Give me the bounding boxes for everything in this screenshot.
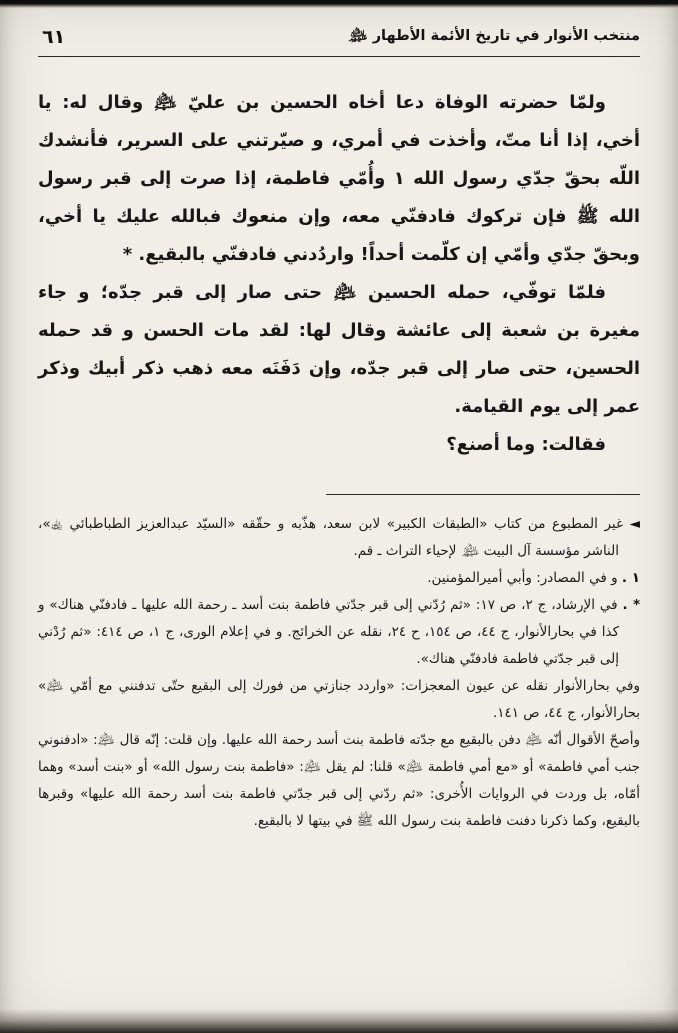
body-paragraph: فلمّا توفّي، حمله الحسين ﵇ حتى صار إلى قبر جدّه؛ و جاء مغيرة بن شعبة إلى عائشة وقال لها: لقد مات الحسن و قد حمله الحسين، حتى صار إلى قبر جدّه، وإن دَفَنَه معه ذهب ذكر أبيك وذكر عمر إلى يوم القيامة. [38, 282, 640, 417]
footnote-asterisk-marker: * . [622, 597, 641, 613]
footnote-text: وفي بحارالأنوار نقله عن عيون المعجزات: «واردد جنازتي من فورك إلى البقيع حتّى تدفنني مع أمّي ﵇» بحارالأنوار، ج ٤٤، ص ١٤١. [38, 678, 640, 721]
footnote-number-marker: ١ . [621, 570, 640, 586]
footnote-pointer-marker: ◄ [629, 516, 641, 532]
running-title: منتخب الأنوار في تاريخ الأئمة الأطهار ﵈ [347, 28, 640, 44]
page-header [38, 26, 640, 48]
body-paragraph: فقالت: وما أصنع؟ [446, 434, 606, 455]
footnote-text: وأصحّ الأقوال أنّه ﵇ دفن بالبقيع مع جدّته فاطمة بنت أسد رحمة الله عليها. وإن قلت: إنّه قال ﵇: «ادفنوني جنب أمي فاطمة» أو «مع أمي فاطمة ﵇» قلنا: لم يقل ﵇: «فاطمة بنت رسول الله» أو «بنت أسد» وهما أمّاه، بل وردت في الروايات الأُخرى: «ثم ردّني إلى قبر جدّتي فاطمة بنت أسد رحمة الله عليها» وقبرها بالبقيع، وكما ذكرنا دفنت فاطمة بنت رسول الله ﷺ في بيتها لا بالبقيع. [38, 732, 640, 829]
footnote-text: غير المطبوع من كتاب «الطبقات الكبير» لابن سعد، هذّبه و حقّقه «السيّد عبدالعزيز الطباطبائي ﵀»، الناشر مؤسسة آل البيت ﵈ لإحياء التراث ـ قم. [38, 516, 624, 559]
footnote [38, 511, 640, 565]
scan-edge-bottom [0, 1009, 678, 1033]
footnote-text: و في المصادر: وأبي أميرالمؤمنين. [427, 570, 618, 586]
page-number: ٦١ [42, 26, 66, 48]
footnote-text: في الإرشاد، ج ٢، ص ١٧: «ثم رُدّني إلى قبر جدّتي فاطمة بنت أسد ـ رحمة الله عليها ـ فادفنّي هناك» و كذا في بحارالأنوار، ج ٤٤، ص ١٥٤، ح ٢٤، نقله عن الخرائج. و في إعلام الورى، ج ١، ص ٤١٤: «ثم رُدْني إلى قبر جدّتي فاطمة فادفنّي هناك». [38, 597, 619, 667]
main-text [38, 84, 640, 464]
footnotes-section [38, 511, 640, 835]
footnote-continuation [38, 673, 640, 727]
footnote-continuation [38, 727, 640, 835]
footnote-separator [326, 494, 640, 495]
body-paragraph: ولمّا حضرته الوفاة دعا أخاه الحسين بن عليّ ﵇ وقال له: يا أخي، إذا أنا متّ، وأخذت في أمري، و صيّرتني على السرير، فأنشدك اللّه بحقّ جدّي رسول الله ١ وأُمّي فاطمة، إذا صرت إلى قبر رسول الله ﷺ فإن تركوك فادفنّي معه، وإن منعوك فبالله عليك يا أخي، وبحقّ جدّي وأمّي إن كلّمت أحداً! واردُدني فادفنّي بالبقيع. * [38, 92, 640, 265]
footnote [38, 565, 640, 592]
header-rule [38, 56, 640, 57]
footnote [38, 592, 640, 673]
